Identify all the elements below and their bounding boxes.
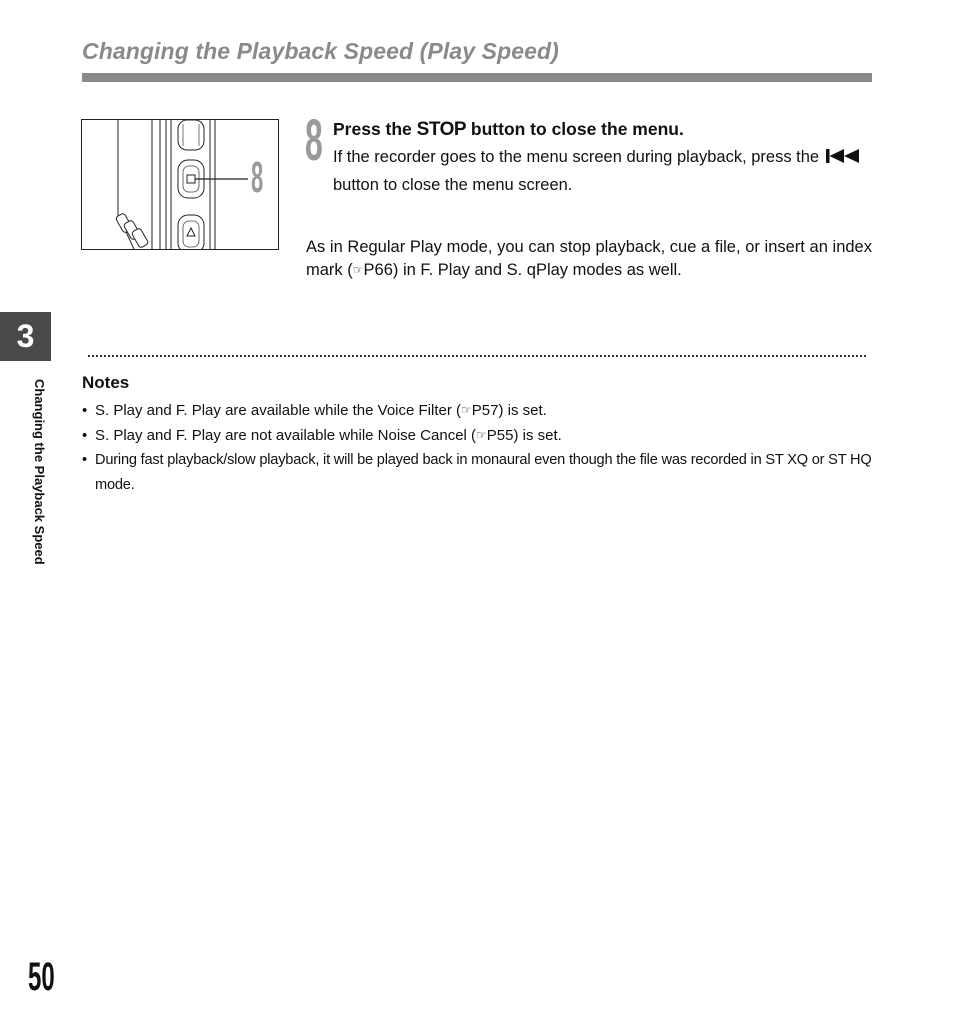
recorder-illustration [81,119,279,250]
note-text: During fast playback/slow playback, it will be played back in monaural even though the file was recorded in ST XQ or ST HQ mode. [95,452,872,493]
side-keys-icon [115,213,149,249]
page-number: 50 [28,955,55,999]
note-text: P57) is set. [471,402,547,419]
callout-number: 8 [251,153,264,202]
dotted-divider [88,355,866,357]
title-rule [82,73,872,82]
step-heading [333,119,684,141]
step-body-text-1: If the recorder goes to the menu screen during playback, press the [333,148,824,166]
note-text: S. Play and F. Play are available while the Voice Filter ( [95,402,462,419]
note-text: P55) is set. [486,427,562,444]
page-reference-icon: ☞ [461,403,472,417]
side-label-container [31,379,47,629]
paragraph-text-2: P66) in F. Play and S. qPlay modes as well. [363,260,682,279]
paragraph-text-1: As in Regular Play mode, you can stop playback, cue a file, or insert an index mark ( [306,238,872,279]
stop-key-label: STOP [416,119,467,140]
chapter-tab: 3 [0,312,51,361]
notes-heading: Notes [82,373,130,392]
step-body-text-2: button to close the menu screen. [333,176,573,194]
step-heading-suffix: button to close the menu. [466,119,684,139]
side-chapter-label: Changing the Playback Speed [32,379,47,565]
play-button-icon [178,215,204,249]
page-reference-icon: ☞ [352,262,364,277]
body-paragraph [306,236,872,281]
notes-list [82,398,874,498]
section-title: Changing the Playback Speed (Play Speed) [82,38,559,64]
note-item [82,448,874,498]
step-body [333,144,873,199]
recorder-side-view [82,120,278,249]
page-reference-icon: ☞ [476,428,487,442]
step-heading-prefix: Press the [333,119,417,139]
note-item [82,423,874,448]
note-text: S. Play and F. Play are not available while Noise Cancel ( [95,427,477,444]
step-number: 8 [305,108,323,173]
rewind-icon [826,145,860,172]
note-item [82,398,874,423]
